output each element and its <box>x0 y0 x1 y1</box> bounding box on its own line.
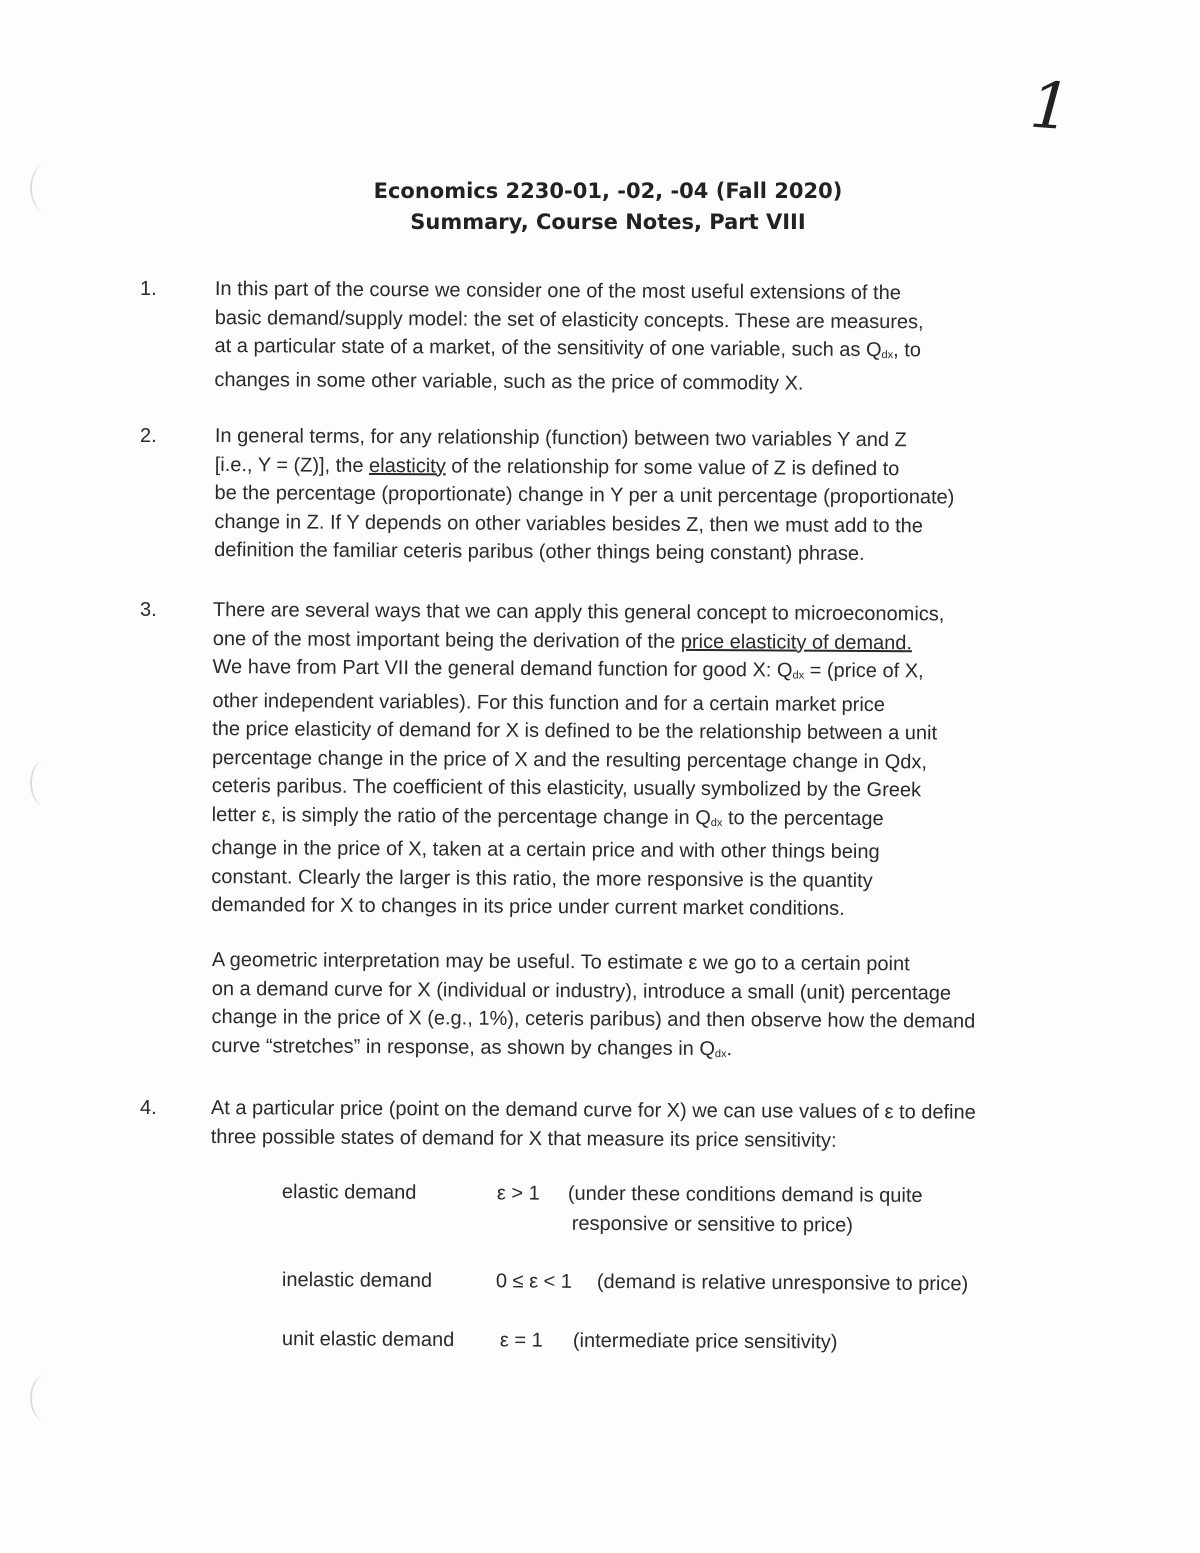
text-segment: to the percentage <box>722 806 884 830</box>
item-number: 1. <box>140 278 157 300</box>
text-line: be the percentage (proportionate) change in Y per a unit percentage (proportionate) <box>214 481 955 509</box>
item-number: 2. <box>140 425 157 447</box>
item-number: 4. <box>140 1097 157 1119</box>
text-line <box>214 332 1044 371</box>
state-description: (demand is relative unresponsive to price) <box>596 1270 969 1296</box>
item-text <box>214 422 1045 570</box>
text-segment: one of the most important being the derivation of the <box>212 627 681 653</box>
state-condition: ε > 1 <box>496 1182 540 1205</box>
state-condition: 0 ≤ ε < 1 <box>495 1270 573 1293</box>
state-name: unit elastic demand <box>281 1328 455 1352</box>
text-line: percentage change in the price of X and the resulting percentage change in Qdx, <box>211 746 928 773</box>
text-line: A geometric interpretation may be useful. To estimate ε we go to a certain point <box>211 948 910 976</box>
punch-hole-mark <box>30 760 60 806</box>
text-line: At a particular price (point on the demand curve for X) we can use values of ε to define <box>210 1097 976 1124</box>
handwritten-page-number: 1 <box>1027 68 1074 146</box>
text-line: on a demand curve for X (individual or industry), introduce a small (unit) percentage <box>211 977 952 1005</box>
text-line: change in Z. If Y depends on other variables besides Z, then we must add to the <box>214 510 924 537</box>
text-line: In general terms, for any relationship (function) between two variables Y and Z <box>214 424 907 452</box>
state-description: (intermediate price sensitivity) <box>572 1329 838 1354</box>
document-header <box>0 176 1200 238</box>
punch-hole-mark <box>30 1375 60 1421</box>
document-title: Economics 2230-01, -02, -04 (Fall 2020) <box>373 179 843 203</box>
text-line: demanded for X to changes in its price under current market conditions. <box>211 893 845 920</box>
subscript: dx <box>710 816 723 829</box>
text-line: definition the familiar ceteris paribus (other things being constant) phrase. <box>214 538 865 565</box>
text-line: There are several ways that we can apply this general concept to microeconomics, <box>212 598 945 626</box>
subscript: dx <box>714 1047 727 1060</box>
text-line <box>211 1031 1041 1070</box>
text-line: change in the price of X (e.g., 1%), ceteris paribus) and then observe how the demand <box>211 1005 976 1033</box>
item-text <box>211 1094 1041 1156</box>
state-description: (under these conditions demand is quite <box>567 1182 923 1207</box>
text-line: In this part of the course we consider one of the most useful extensions of the <box>214 277 901 305</box>
text-segment: We have from Part VII the general demand function for good X: Q <box>212 655 793 682</box>
text-line: other independent variables). For this function and for a certain market price <box>212 689 885 716</box>
state-description-cont: responsive or sensitive to price) <box>571 1212 854 1237</box>
text-segment: . <box>726 1037 733 1060</box>
state-condition: ε = 1 <box>499 1329 543 1352</box>
text-line: the price elasticity of demand for X is defined to be the relationship between a unit <box>212 717 938 745</box>
text-segment: curve “stretches” in response, as shown by changes in Q <box>211 1034 716 1060</box>
text-line: changes in some other variable, such as the price of commodity X. <box>214 368 804 395</box>
text-segment: = (price of X, <box>804 659 924 683</box>
text-line <box>212 653 1042 692</box>
underlined-term: price elasticity of demand. <box>680 630 913 654</box>
state-name: elastic demand <box>281 1181 417 1204</box>
item-text <box>211 596 1043 925</box>
item-number: 3. <box>140 599 157 621</box>
subscript: dx <box>792 669 805 682</box>
text-line: constant. Clearly the larger is this ratio, the more responsive is the quantity <box>211 865 873 892</box>
text-segment: [i.e., Y = (Z)], the <box>214 453 370 477</box>
text-segment: letter ε, is simply the ratio of the percentage change in Q <box>211 803 711 829</box>
text-segment: of the relationship for some value of Z is defined to <box>445 454 900 480</box>
text-line: ceteris paribus. The coefficient of this elasticity, usually symbolized by the Greek <box>211 774 922 802</box>
item-paragraph-2 <box>211 946 1042 1070</box>
document-subtitle: Summary, Course Notes, Part VIII <box>410 210 806 234</box>
text-segment: , to <box>893 339 922 362</box>
text-line: change in the price of X, taken at a certain price and with other things being <box>211 836 880 864</box>
item-text <box>214 275 1045 399</box>
underlined-term: elasticity <box>368 454 446 477</box>
subscript: dx <box>881 349 894 362</box>
state-name: inelastic demand <box>281 1269 433 1292</box>
text-segment: at a particular state of a market, of the sensitivity of one variable, such as Q <box>214 334 882 362</box>
text-line: basic demand/supply model: the set of elasticity concepts. These are measures, <box>214 306 924 333</box>
text-line <box>212 800 1042 839</box>
text-line: three possible states of demand for X that measure its price sensitivity: <box>210 1125 837 1152</box>
